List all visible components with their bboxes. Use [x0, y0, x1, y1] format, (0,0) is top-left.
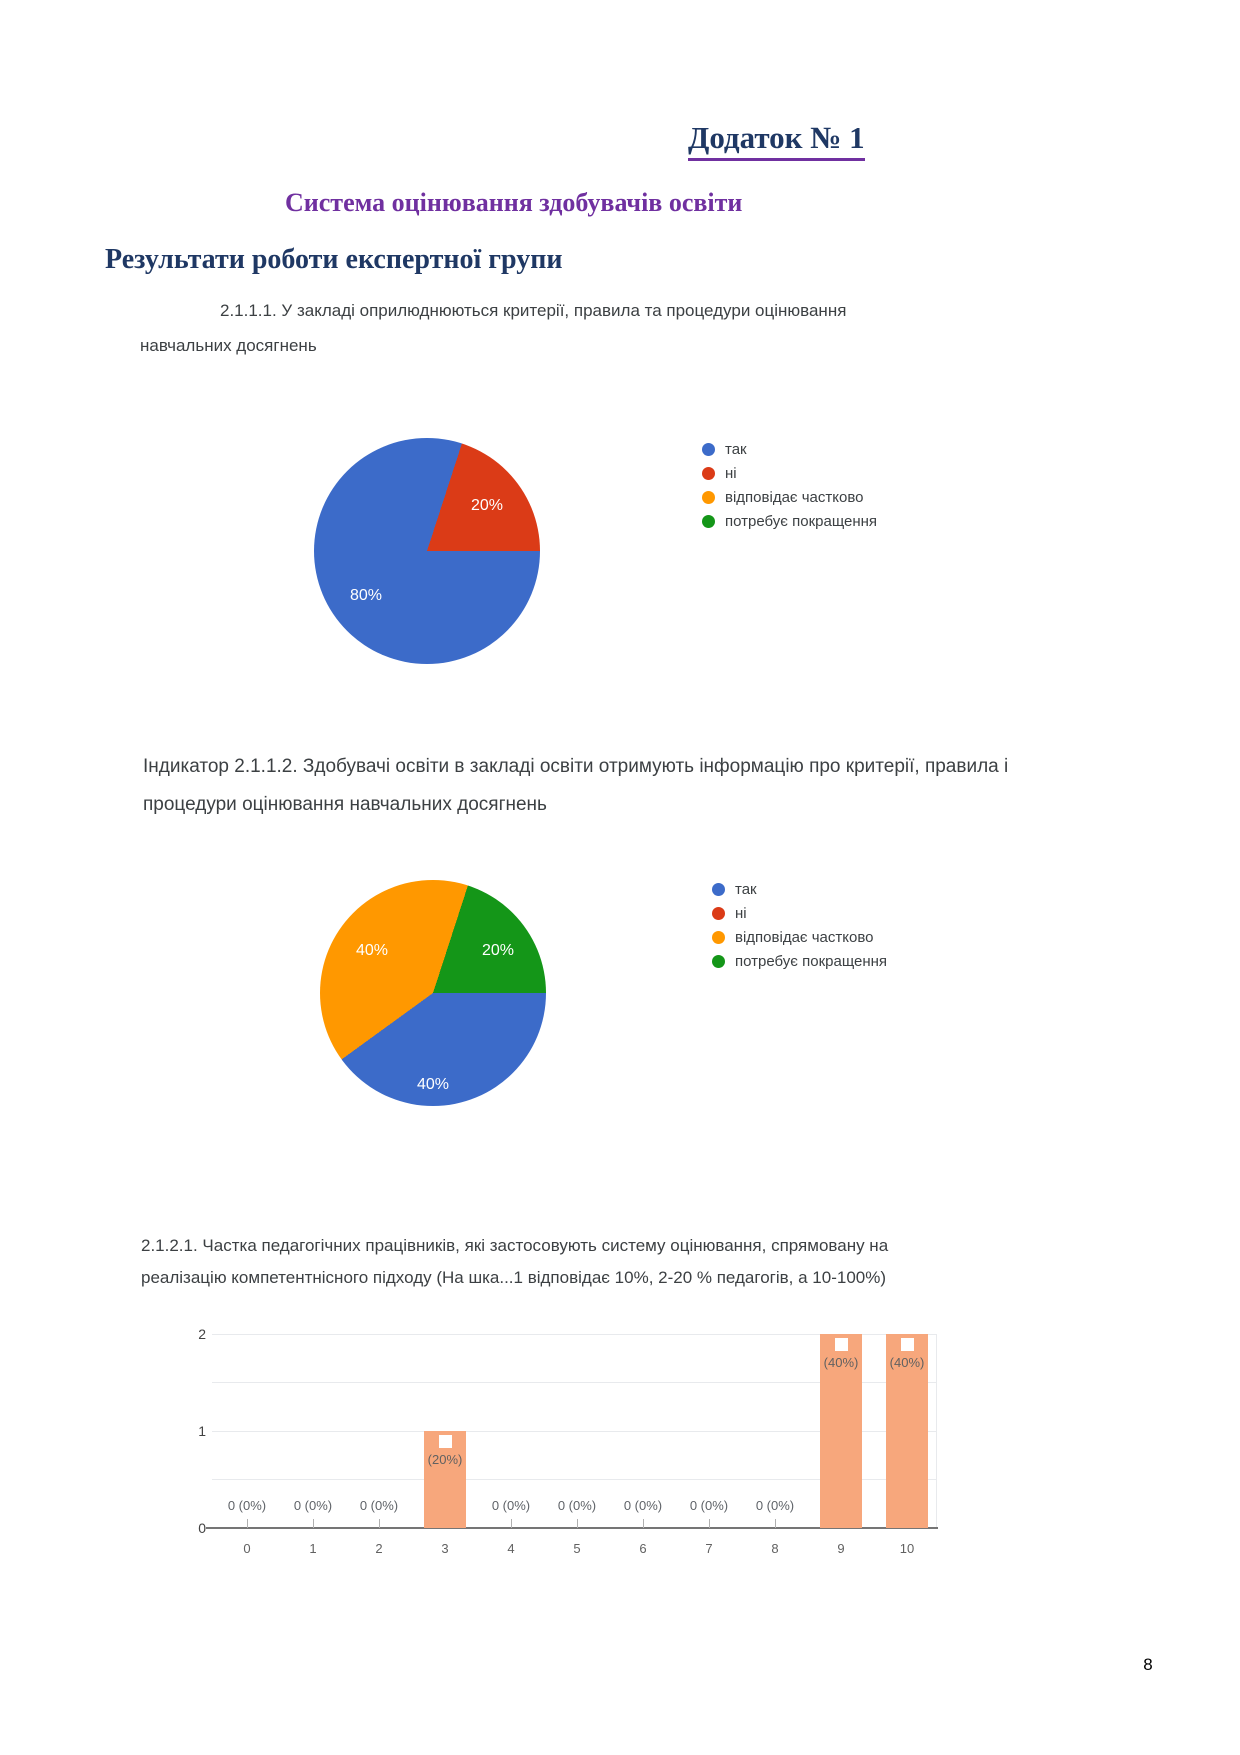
bar-annotation: (40%) [889, 1355, 925, 1370]
bar-top-marker [835, 1338, 848, 1351]
pie1-slice-label-20: 20% [470, 497, 504, 514]
category-label: 2 [375, 1541, 383, 1556]
bar-top-marker [439, 1435, 452, 1448]
legend-dot-partial [712, 931, 725, 944]
legend-label-partial: відповідає частково [735, 928, 874, 946]
category-label: 6 [639, 1541, 647, 1556]
category-label: 7 [705, 1541, 713, 1556]
legend-row-improve [702, 509, 877, 533]
legend-dot-partial [702, 491, 715, 504]
category-label: 4 [507, 1541, 515, 1556]
legend-dot-improve [702, 515, 715, 528]
y-axis-label-2: 2 [198, 1326, 206, 1342]
legend-row-partial [702, 485, 877, 509]
axis-tick [511, 1519, 512, 1528]
axis-tick [709, 1519, 710, 1528]
pie1-slice-label-80: 80% [349, 587, 383, 604]
legend-dot-yes [702, 443, 715, 456]
legend-label-yes: так [725, 440, 747, 458]
legend-row-partial [712, 925, 887, 949]
axis-tick [577, 1519, 578, 1528]
axis-tick [313, 1519, 314, 1528]
axis-tick [247, 1519, 248, 1528]
zero-value-label: 0 (0%) [557, 1498, 597, 1513]
legend-dot-improve [712, 955, 725, 968]
legend-row-yes [712, 877, 887, 901]
zero-value-label: 0 (0%) [293, 1498, 333, 1513]
subtitle: Система оцінювання здобувачів освіти [285, 188, 743, 217]
y-axis-label-0: 0 [198, 1520, 206, 1536]
zero-value-label: 0 (0%) [227, 1498, 267, 1513]
legend-dot-no [712, 907, 725, 920]
category-label: 10 [899, 1541, 915, 1556]
pie2-legend [712, 877, 887, 973]
legend-row-no [712, 901, 887, 925]
section-heading: Результати роботи експертної групи [105, 244, 563, 275]
axis-tick [379, 1519, 380, 1528]
axis-tick [775, 1519, 776, 1528]
page-title: Додаток № 1 [688, 120, 865, 161]
pie2-slice-label-blue: 40% [416, 1076, 450, 1093]
zero-value-label: 0 (0%) [689, 1498, 729, 1513]
bar-top-marker [901, 1338, 914, 1351]
legend-label-improve: потребує покращення [725, 512, 878, 530]
zero-value-label: 0 (0%) [623, 1498, 663, 1513]
zero-value-label: 0 (0%) [755, 1498, 795, 1513]
pie-chart-1 [314, 438, 540, 664]
chart2-question: Індикатор 2.1.1.2. Здобувачі освіти в закладі освіти отримують інформацію про критерії, правила і процедури оцінювання навчальних досягнень [143, 756, 1009, 815]
axis-tick [643, 1519, 644, 1528]
pie2-slice-label-green: 20% [481, 942, 515, 959]
page-number: 8 [1143, 1655, 1153, 1674]
chart1-question: 2.1.1.1. У закладі оприлюднюються критерії, правила та процедури оцінювання навчальних досягнень [140, 301, 847, 355]
legend-label-no: ні [735, 904, 747, 922]
chart3-question: 2.1.2.1. Частка педагогічних працівників, які застосовують систему оцінювання, спрямовану на реалізацію компетентнісного підходу (На шка...1 відповідає 10%, 2-20 % педагогів, а 10-100%) [141, 1236, 889, 1287]
category-label: 5 [573, 1541, 581, 1556]
bar-annotation: (40%) [823, 1355, 859, 1370]
pie1-legend [702, 437, 877, 533]
legend-dot-no [702, 467, 715, 480]
category-label: 1 [309, 1541, 317, 1556]
legend-label-yes: так [735, 880, 757, 898]
y-axis-label-1: 1 [198, 1423, 206, 1439]
legend-label-no: ні [725, 464, 737, 482]
legend-label-partial: відповідає частково [725, 488, 864, 506]
legend-row-yes [702, 437, 877, 461]
category-label: 8 [771, 1541, 779, 1556]
zero-value-label: 0 (0%) [359, 1498, 399, 1513]
legend-row-improve [712, 949, 887, 973]
legend-dot-yes [712, 883, 725, 896]
pie-chart-2 [320, 880, 546, 1106]
legend-label-improve: потребує покращення [735, 952, 888, 970]
legend-row-no [702, 461, 877, 485]
category-label: 9 [837, 1541, 845, 1556]
zero-value-label: 0 (0%) [491, 1498, 531, 1513]
category-label: 3 [441, 1541, 449, 1556]
pie2-slice-label-orange: 40% [355, 942, 389, 959]
bar-annotation: (20%) [427, 1452, 463, 1467]
category-label: 0 [243, 1541, 251, 1556]
bar-chart [150, 1320, 970, 1570]
